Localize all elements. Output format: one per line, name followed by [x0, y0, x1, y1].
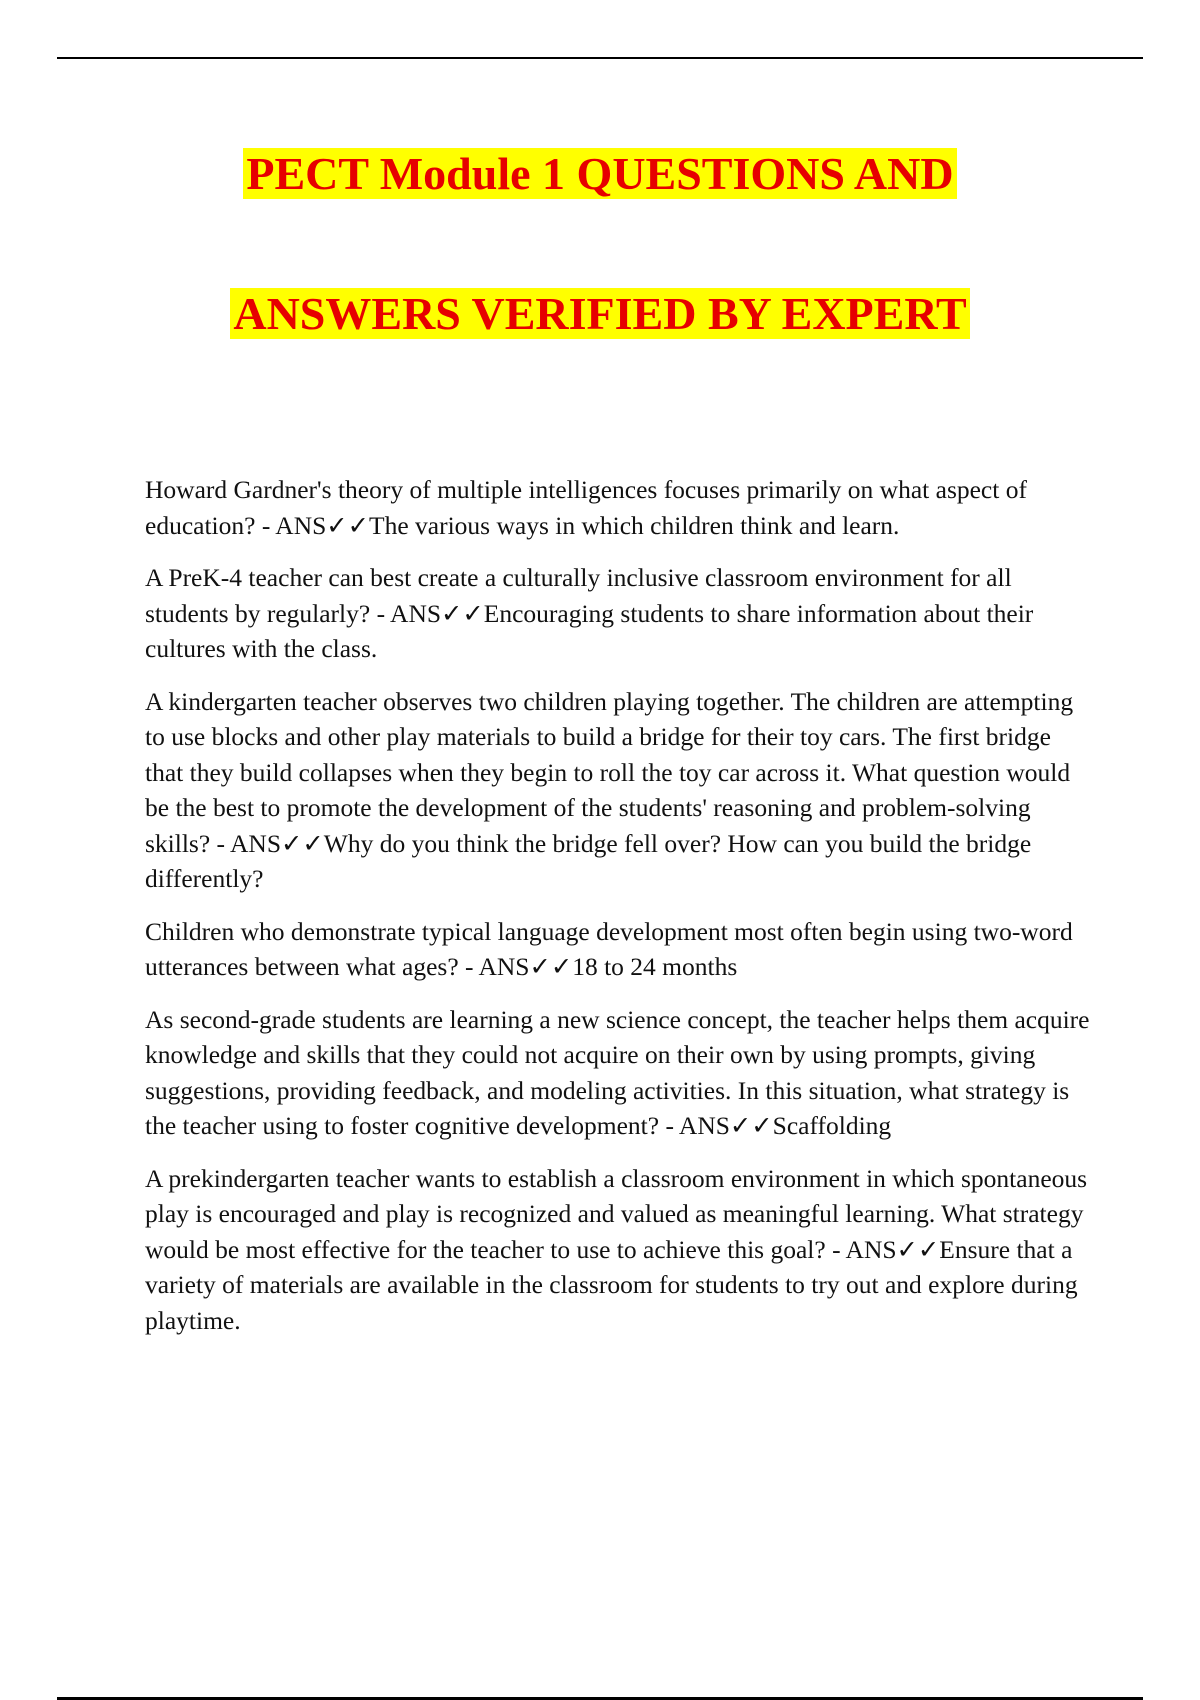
title-highlight-2: ANSWERS VERIFIED BY EXPERT	[230, 288, 969, 339]
qa-item-1: Howard Gardner's theory of multiple intelligences focuses primarily on what aspect of education? - ANS✓✓The various ways in which children think and learn.	[145, 475, 1027, 540]
qa-item-2: A PreK-4 teacher can best create a culturally inclusive classroom environment for all students by regularly? - ANS✓✓Encouraging students to share information about their cultures with the class.	[145, 563, 1034, 663]
title-highlight-1: PECT Module 1 QUESTIONS AND	[243, 148, 956, 199]
qa-list	[145, 472, 1090, 1355]
qa-item-5: As second-grade students are learning a new science concept, the teacher helps them acquire knowledge and skills that they could not acquire on their own by using prompts, giving suggestions, providing feedback, and modeling activities. In this situation, what strategy is the teacher using to foster cognitive development? - ANS✓✓Scaffolding	[145, 1004, 1090, 1140]
qa-item-6: A prekindergarten teacher wants to establish a classroom environment in which spontaneous play is encouraged and play is recognized and valued as meaningful learning. What strategy would be most effective for the teacher to use to achieve this goal? - ANS✓✓Ensure that a variety of materials are available in the classroom for students to try out and explore during playtime.	[145, 1163, 1088, 1335]
qa-item-3: A kindergarten teacher observes two children playing together. The children are attempting to use blocks and other play materials to build a bridge for their toy cars. The first bridge that they build collapses when they begin to roll the toy car across it. What question would be the best to promote the development of the students' reasoning and problem-solving skills? - ANS✓✓Why do you think the bridge fell over? How can you build the bridge differently?	[145, 686, 1074, 893]
qa-item-4: Children who demonstrate typical language development most often begin using two-word utterances between what ages? - ANS✓✓18 to 24 months	[145, 916, 1073, 981]
top-rule	[57, 57, 1143, 59]
document-title-line-1	[0, 145, 1200, 203]
document-title-line-2	[0, 285, 1200, 343]
